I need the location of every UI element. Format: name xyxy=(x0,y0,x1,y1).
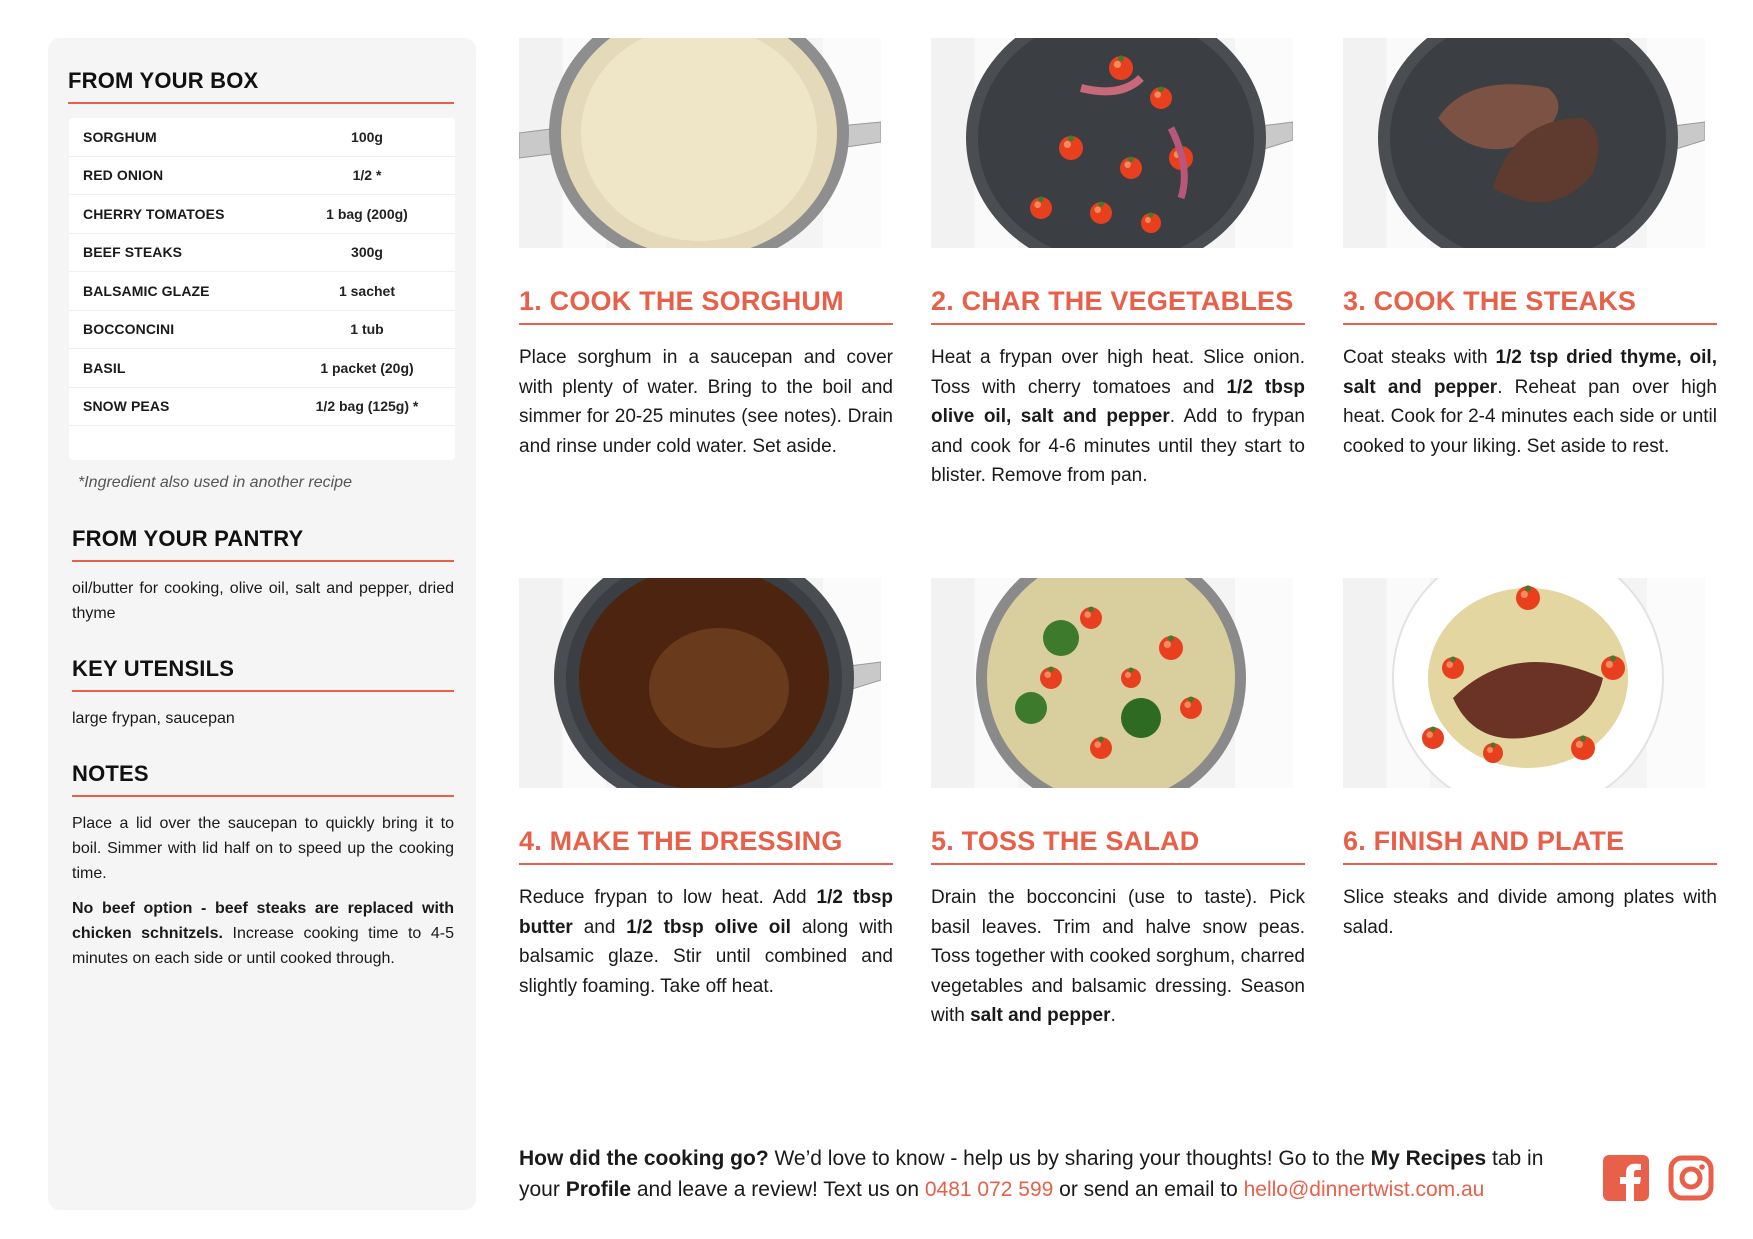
ingredient-qty: 1 bag (200g) xyxy=(326,205,408,222)
notes-alternative xyxy=(72,896,454,971)
step-emphasis: salt and pepper xyxy=(970,1005,1111,1026)
step-photo xyxy=(1343,578,1705,788)
step-text-part: Coat steaks with xyxy=(1343,347,1496,368)
step-title: 2. CHAR THE VEGETABLES xyxy=(931,286,1305,325)
ingredient-name: BASIL xyxy=(83,359,126,376)
footer-text-1: We’d love to know - help us by sharing your thoughts! Go to the xyxy=(768,1147,1371,1170)
footer-text-4: or send an email to xyxy=(1053,1178,1244,1201)
ingredient-qty: 1 packet (20g) xyxy=(320,359,414,376)
step-text-part: Drain the bocconcini (use to taste). Pick basil leaves. Trim and halve snow peas. Toss together with cooked sorghum, charred vegetables and balsamic dressing. Season with xyxy=(931,887,1305,1026)
ingredients-sidebar xyxy=(48,38,476,1210)
box-section-title: FROM YOUR BOX xyxy=(68,68,454,104)
ingredient-qty: 300g xyxy=(351,244,383,261)
step-text-part: Place sorghum in a saucepan and cover with plenty of water. Bring to the boil and simmer for 20-25 minutes (see notes). Drain and rinse under cold water. Set aside. xyxy=(519,347,893,457)
ingredient-qty: 1 sachet xyxy=(338,282,396,299)
step-emphasis: 1/2 tbsp butter xyxy=(519,887,893,938)
ingredient-name: BALSAMIC GLAZE xyxy=(83,282,210,299)
footer-question: How did the cooking go? xyxy=(519,1147,769,1170)
notes-bold: No beef option - beef steaks are replaced with chicken schnitzels. xyxy=(72,900,454,942)
step-4 xyxy=(519,578,893,1001)
ingredient-name: BOCCONCINI xyxy=(83,321,175,338)
step-instructions xyxy=(519,343,893,461)
step-emphasis: 1/2 tbsp olive oil, salt and pepper xyxy=(931,376,1305,427)
my-recipes-link[interactable]: My Recipes xyxy=(1370,1147,1487,1170)
pantry-text: oil/butter for cooking, olive oil, salt and pepper, dried thyme xyxy=(72,580,454,622)
ingredient-row xyxy=(69,272,455,311)
step-title: 3. COOK THE STEAKS xyxy=(1343,286,1717,325)
email-link[interactable]: hello@dinnertwist.com.au xyxy=(1243,1178,1485,1201)
step-text-part: Reduce frypan to low heat. Add xyxy=(519,887,817,908)
step-instructions xyxy=(931,883,1305,1031)
profile-link[interactable]: Profile xyxy=(565,1178,632,1201)
step-photo xyxy=(931,38,1293,248)
step-title: 5. TOSS THE SALAD xyxy=(931,826,1305,865)
notes-rest: Increase cooking time to 4-5 minutes on each side or until cooked through. xyxy=(72,925,455,967)
notes-title: NOTES xyxy=(72,761,454,797)
footer-text-2: tab in your xyxy=(519,1147,1544,1201)
step-emphasis: 1/2 tsp dried thyme, oil, salt and pepper xyxy=(1343,347,1717,398)
notes-text: Place a lid over the saucepan to quickly bring it to boil. Simmer with lid half on to speed up the cooking time. xyxy=(72,815,454,882)
step-title: 4. MAKE THE DRESSING xyxy=(519,826,893,865)
ingredient-qty: 1/2 bag (125g) * xyxy=(315,398,419,415)
phone-link[interactable]: 0481 072 599 xyxy=(924,1178,1054,1201)
ingredient-name: CHERRY TOMATOES xyxy=(83,205,225,222)
utensils-text: large frypan, saucepan xyxy=(72,710,235,727)
step-text-part: Slice steaks and divide among plates with salad. xyxy=(1343,887,1717,938)
step-5 xyxy=(931,578,1305,1031)
step-instructions xyxy=(1343,343,1717,461)
step-instructions xyxy=(1343,883,1717,942)
step-photo xyxy=(519,38,881,248)
feedback-footer xyxy=(519,1143,1579,1205)
ingredient-row xyxy=(69,118,455,157)
ingredient-name: RED ONION xyxy=(83,167,164,184)
ingredient-row xyxy=(69,349,455,388)
step-instructions xyxy=(931,343,1305,491)
utensils-title: KEY UTENSILS xyxy=(72,656,454,692)
step-text-part: along with balsamic glaze. Stir until combined and slightly foaming. Take off heat. xyxy=(519,916,893,997)
step-text-part: Heat a frypan over high heat. Slice onion. Toss with cherry tomatoes and xyxy=(931,347,1305,398)
step-photo xyxy=(1343,38,1705,248)
ingredient-row xyxy=(69,195,455,234)
step-1 xyxy=(519,38,893,461)
step-emphasis: 1/2 tbsp olive oil xyxy=(626,916,791,938)
ingredient-name: SNOW PEAS xyxy=(83,398,170,415)
step-instructions xyxy=(519,883,893,1001)
ingredient-row xyxy=(69,311,455,350)
footer-text-3: and leave a review! Text us on xyxy=(631,1178,925,1201)
ingredient-qty: 100g xyxy=(351,128,383,145)
ingredients-table xyxy=(69,118,455,460)
instagram-icon[interactable] xyxy=(1668,1155,1714,1201)
step-3 xyxy=(1343,38,1717,461)
step-title: 6. FINISH AND PLATE xyxy=(1343,826,1717,865)
step-photo xyxy=(931,578,1293,788)
step-text-part: . xyxy=(1110,1005,1116,1026)
step-text-part: . Add to frypan and cook for 4-6 minutes until they start to blister. Remove from pan. xyxy=(931,406,1305,486)
step-text-part: and xyxy=(572,916,627,938)
ingredient-qty: 1 tub xyxy=(350,321,384,338)
ingredient-qty: 1/2 * xyxy=(352,167,382,184)
facebook-icon[interactable] xyxy=(1603,1155,1649,1201)
ingredient-name: SORGHUM xyxy=(83,128,157,145)
step-title: 1. COOK THE SORGHUM xyxy=(519,286,893,325)
step-text-part: . Reheat pan over high heat. Cook for 2-4 minutes each side or until cooked to your liking. Set aside to rest. xyxy=(1343,376,1718,457)
ingredient-row xyxy=(69,388,455,427)
ingredient-footnote: *Ingredient also used in another recipe xyxy=(78,474,352,491)
ingredient-row xyxy=(69,157,455,196)
step-2 xyxy=(931,38,1305,491)
step-photo xyxy=(519,578,881,788)
ingredient-name: BEEF STEAKS xyxy=(83,244,183,261)
pantry-title: FROM YOUR PANTRY xyxy=(72,526,454,562)
ingredient-row xyxy=(69,234,455,273)
pantry-section xyxy=(72,526,454,971)
step-6 xyxy=(1343,578,1717,942)
